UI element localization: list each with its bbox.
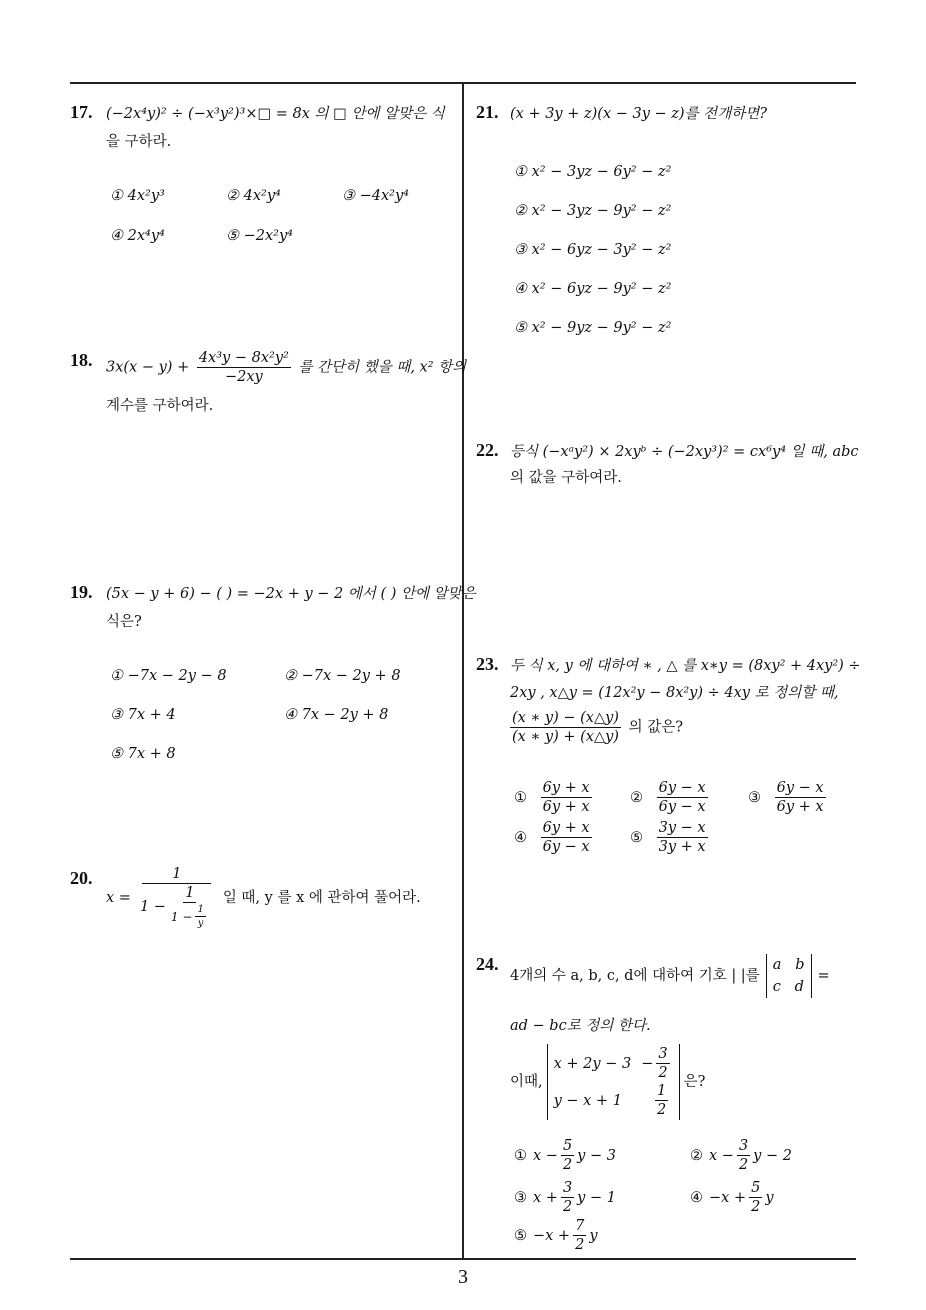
numerator: 3 bbox=[658, 1046, 668, 1062]
choice-5[interactable]: ⑤ x² − 9yz − 9y² − z² bbox=[514, 320, 672, 336]
fraction-denominator bbox=[138, 884, 216, 929]
choice-2[interactable] bbox=[690, 1138, 792, 1173]
choice-4[interactable]: ④ 7x − 2y + 8 bbox=[284, 707, 389, 723]
fraction-numerator: 1 bbox=[142, 866, 211, 884]
choice-4[interactable]: ④ 2x⁴y⁴ bbox=[110, 228, 165, 244]
entry-a: a bbox=[772, 957, 782, 973]
denominator: 6y + x bbox=[542, 799, 590, 815]
det-entry-12 bbox=[641, 1046, 672, 1081]
choice-5[interactable]: ⑤ 7x + 8 bbox=[110, 746, 176, 762]
fraction-denominator: (x ∗ y) + (x△y) bbox=[512, 729, 619, 745]
denominator: 3y + x bbox=[658, 839, 706, 855]
det-row-2 bbox=[554, 1083, 673, 1118]
determinant-symbol bbox=[766, 954, 812, 998]
denominator-lead: 1 − bbox=[139, 899, 166, 915]
choice-mark: ④ bbox=[514, 829, 527, 846]
choice-1[interactable]: ① 4x²y³ bbox=[110, 188, 165, 204]
choice-fraction bbox=[561, 1180, 574, 1215]
question-number: 24. bbox=[476, 954, 499, 974]
denominator: 2 bbox=[751, 1199, 761, 1215]
question-number: 21. bbox=[476, 102, 499, 122]
choice-pre: x + bbox=[533, 1189, 558, 1206]
expression-fraction bbox=[510, 710, 621, 745]
inner-denominator-lead: 1 − bbox=[170, 909, 193, 924]
question-text-line2: 식은? bbox=[106, 614, 142, 630]
fraction-numerator: 4x³y − 8x²y² bbox=[198, 350, 289, 366]
denominator: 2 bbox=[562, 1199, 573, 1215]
choice-mark: ⑤ bbox=[514, 1227, 527, 1244]
inner-numerator: 1 bbox=[185, 885, 195, 901]
entry-b: b bbox=[795, 957, 805, 973]
question-text-line1 bbox=[106, 350, 466, 385]
choice-fraction bbox=[541, 820, 592, 855]
fraction bbox=[197, 350, 291, 385]
choice-1[interactable] bbox=[514, 780, 595, 815]
choice-fraction bbox=[541, 780, 592, 815]
numerator: 5 bbox=[751, 1180, 761, 1196]
numerator: 5 bbox=[562, 1138, 573, 1154]
denominator: 2 bbox=[562, 1157, 573, 1173]
choice-post: y bbox=[589, 1227, 598, 1244]
numerator: 7 bbox=[575, 1218, 585, 1234]
fraction-denominator: −2xy bbox=[224, 369, 263, 385]
choice-mark: ① bbox=[514, 1147, 527, 1164]
inner-fraction bbox=[169, 885, 211, 929]
question-text-line2: 2xy , x△y = (12x²y − 8x²y) ÷ 4xy 로 정의할 때, bbox=[510, 685, 839, 701]
choice-4[interactable] bbox=[690, 1180, 774, 1215]
choice-1[interactable] bbox=[514, 1138, 616, 1173]
question-text-line1: 등식 (−xᵃy²) × 2xyᵇ ÷ (−2xy³)² = cx⁶y⁴ 일 때, abc bbox=[510, 444, 859, 460]
expr-tail: 의 값은? bbox=[628, 719, 683, 736]
fraction-numerator: (x ∗ y) − (x△y) bbox=[512, 710, 619, 726]
choice-fraction bbox=[561, 1138, 574, 1173]
numerator: 3y − x bbox=[658, 820, 706, 836]
question-text-line1: (−2x⁴y)² ÷ (−x³y²)³×□ = 8x 의 □ 안에 알맞은 식 bbox=[106, 106, 445, 122]
choice-mark: ④ bbox=[690, 1189, 703, 1206]
choice-post: y − 2 bbox=[753, 1147, 792, 1164]
expr-lead: 3x(x − y) + bbox=[106, 359, 190, 376]
continued-fraction bbox=[138, 866, 216, 929]
tail-text: 은? bbox=[683, 1074, 706, 1090]
choice-4[interactable]: ④ x² − 6yz − 9y² − z² bbox=[514, 281, 672, 297]
choice-3[interactable] bbox=[748, 780, 829, 815]
entry-fraction bbox=[656, 1046, 669, 1081]
numerator: 3 bbox=[562, 1180, 573, 1196]
question-text-line3 bbox=[510, 710, 683, 745]
denominator: 2 bbox=[656, 1102, 667, 1118]
choice-pre: −x + bbox=[709, 1189, 747, 1206]
question-text-line1: (x + 3y + z)(x − 3y − z)를 전개하면? bbox=[510, 106, 767, 122]
choice-mark: ⑤ bbox=[630, 829, 643, 846]
column-divider bbox=[462, 82, 464, 1260]
numerator: 6y + x bbox=[542, 780, 590, 796]
entry-c: c bbox=[772, 979, 781, 995]
det-entry-21: y − x + 1 bbox=[553, 1092, 622, 1109]
det-entry-22 bbox=[655, 1083, 668, 1118]
question-text-line1 bbox=[510, 954, 830, 998]
numerator: 6y − x bbox=[776, 780, 824, 796]
question-number: 19. bbox=[70, 582, 93, 602]
innermost-denominator: y bbox=[197, 918, 204, 929]
choice-pre: x − bbox=[709, 1147, 734, 1164]
expr-tail: 일 때, y 를 x 에 관하여 풀어라. bbox=[222, 889, 421, 906]
det-entry-11: x + 2y − 3 bbox=[553, 1055, 632, 1072]
question-number: 23. bbox=[476, 654, 499, 674]
numerator: 1 bbox=[656, 1083, 667, 1099]
choice-5[interactable]: ⑤ −2x²y⁴ bbox=[226, 228, 293, 244]
choice-mark: ① bbox=[514, 789, 527, 806]
denominator: 6y − x bbox=[542, 839, 590, 855]
numerator: 3 bbox=[738, 1138, 749, 1154]
numerator: 6y − x bbox=[658, 780, 706, 796]
question-text-line1 bbox=[106, 866, 421, 929]
denominator: 6y − x bbox=[658, 799, 706, 815]
definition-text: 4개의 수 a, b, c, d에 대하여 기호 | |를 bbox=[510, 968, 760, 984]
choice-mark: ③ bbox=[514, 1189, 527, 1206]
choice-fraction bbox=[749, 1180, 762, 1215]
question-number: 22. bbox=[476, 440, 499, 460]
entry-sign: − bbox=[641, 1055, 654, 1072]
choice-fraction bbox=[737, 1138, 750, 1173]
choice-1[interactable]: ① x² − 3yz − 6y² − z² bbox=[514, 164, 672, 180]
question-text-line1: (5x − y + 6) − ( ) = −2x + y − 2 에서 ( ) 안에 알맞은 bbox=[106, 586, 476, 602]
choice-2[interactable]: ② 4x²y⁴ bbox=[226, 188, 281, 204]
choice-post: y − 3 bbox=[577, 1147, 616, 1164]
question-text-line1: 두 식 x, y 에 대하여 ∗ , △ 를 x∗y = (8xy² + 4xy²) ÷ bbox=[510, 658, 861, 674]
denominator: 2 bbox=[575, 1237, 585, 1253]
question-text-line3 bbox=[510, 1044, 705, 1120]
lead-text: 이때, bbox=[510, 1074, 543, 1090]
equals-sign: = bbox=[817, 968, 830, 984]
bottom-rule bbox=[70, 1258, 856, 1260]
choice-2[interactable]: ② x² − 3yz − 9y² − z² bbox=[514, 203, 672, 219]
determinant-expression bbox=[547, 1044, 680, 1120]
choice-pre: −x + bbox=[533, 1227, 571, 1244]
choice-fraction bbox=[573, 1218, 586, 1253]
choice-2[interactable] bbox=[630, 780, 711, 815]
choice-fraction bbox=[657, 820, 708, 855]
question-text-line2: 의 값을 구하여라. bbox=[510, 470, 622, 486]
choice-mark: ③ bbox=[748, 789, 761, 806]
question-text-line2: ad − bc로 정의 한다. bbox=[510, 1018, 651, 1034]
choice-post: y bbox=[765, 1189, 774, 1206]
expr-tail: 를 간단히 했을 때, x² 항의 bbox=[298, 359, 467, 376]
choice-4[interactable] bbox=[514, 820, 595, 855]
choice-3[interactable]: ③ −4x²y⁴ bbox=[342, 188, 409, 204]
choice-3[interactable]: ③ x² − 6yz − 3y² − z² bbox=[514, 242, 672, 258]
denominator: 2 bbox=[738, 1157, 749, 1173]
question-number: 18. bbox=[70, 350, 93, 370]
choice-mark: ② bbox=[630, 789, 643, 806]
page-number: 3 bbox=[458, 1266, 468, 1288]
choice-fraction bbox=[775, 780, 826, 815]
inner-denominator bbox=[169, 903, 211, 929]
choice-fraction bbox=[657, 780, 708, 815]
choice-1[interactable]: ① −7x − 2y − 8 bbox=[110, 668, 227, 684]
denominator: 6y + x bbox=[776, 799, 824, 815]
choice-3[interactable] bbox=[514, 1180, 616, 1215]
choice-mark: ② bbox=[690, 1147, 703, 1164]
question-number: 20. bbox=[70, 868, 93, 888]
question-text-line2: 계수를 구하여라. bbox=[106, 398, 214, 414]
choice-2[interactable]: ② −7x − 2y + 8 bbox=[284, 668, 401, 684]
expr-lead: x = bbox=[106, 889, 131, 906]
innermost-numerator: 1 bbox=[197, 904, 204, 915]
question-text-line2: 을 구하라. bbox=[106, 134, 172, 150]
det-row-1 bbox=[554, 1046, 673, 1081]
choice-pre: x − bbox=[533, 1147, 558, 1164]
question-number: 17. bbox=[70, 102, 93, 122]
choice-5[interactable] bbox=[514, 1218, 598, 1253]
denominator: 2 bbox=[658, 1065, 668, 1081]
numerator: 6y + x bbox=[542, 820, 590, 836]
choice-post: y − 1 bbox=[577, 1189, 616, 1206]
innermost-fraction bbox=[195, 904, 205, 929]
choice-3[interactable]: ③ 7x + 4 bbox=[110, 707, 176, 723]
choice-5[interactable] bbox=[630, 820, 711, 855]
entry-d: d bbox=[794, 979, 804, 995]
